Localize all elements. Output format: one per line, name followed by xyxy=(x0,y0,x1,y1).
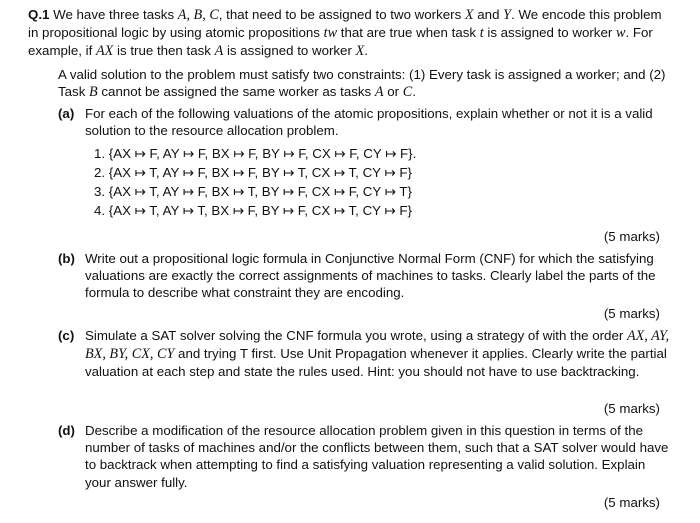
part-c-text-segment: and trying T first. Use Unit Propagation whenever it applies. Clearly write the partial valuation at each step and state the rules used. Hint: you should not have to use backtracking. xyxy=(85,346,667,380)
list-item xyxy=(94,201,416,220)
math-tasks: A, B, C xyxy=(177,7,219,23)
part-c-label: (c) xyxy=(58,328,75,343)
part-c-text xyxy=(85,327,670,381)
intro-text: We have three tasks xyxy=(49,7,178,22)
math-w: w xyxy=(615,25,626,42)
intro-text: , that need to be assigned to two workers xyxy=(218,7,465,22)
math-worker-y: Y xyxy=(503,7,512,23)
list-item xyxy=(94,163,416,182)
intro-text: . We encode this problem in propositional logic by using atomic propositions xyxy=(28,7,662,41)
list-item xyxy=(94,182,416,201)
valuation-number: 3. xyxy=(94,184,106,199)
question-number: Q.1 xyxy=(28,7,50,22)
math-c: C xyxy=(402,84,413,101)
intro-text: that are true when task xyxy=(337,25,480,41)
list-item xyxy=(94,144,416,163)
valuations-list xyxy=(94,144,416,220)
intro-text: . For example, if xyxy=(28,25,653,59)
part-d-label: (d) xyxy=(58,423,75,438)
math-tw: tw xyxy=(323,25,338,42)
math-a: A xyxy=(214,43,224,60)
valuation-text: {AX ↦ T, AY ↦ F, BX ↦ F, BY ↦ T, CX ↦ T, CY ↦ F} xyxy=(108,165,412,180)
valuation-number: 4. xyxy=(94,203,106,218)
valuation-number: 2. xyxy=(94,165,106,180)
question-intro xyxy=(28,6,673,61)
intro-text: is assigned to worker xyxy=(223,43,356,59)
intro-text: is true then task xyxy=(113,43,215,59)
valuation-text: {AX ↦ T, AY ↦ T, BX ↦ F, BY ↦ F, CX ↦ T, CY ↦ F} xyxy=(108,203,412,218)
part-b-label: (b) xyxy=(58,251,75,266)
part-b-text: Write out a propositional logic formula in Conjunctive Normal Form (CNF) for which the satisfying valuations are exactly the correct assignments of machines to tasks. Clearly label the parts of the formula to describe what constraint they are encoding. xyxy=(85,251,656,301)
part-a-text: For each of the following valuations of the atomic propositions, explain whether or not it is a valid solution to the resource allocation problem. xyxy=(85,106,653,139)
intro-text: . xyxy=(364,43,368,59)
math-t: t xyxy=(479,25,484,42)
part-a-label: (a) xyxy=(58,106,75,121)
math-x: X xyxy=(355,43,365,60)
part-a-marks: (5 marks) xyxy=(603,229,660,244)
constraints-text: or xyxy=(383,84,403,100)
math-b: B xyxy=(89,84,98,101)
part-b-marks: (5 marks) xyxy=(603,306,660,321)
valuation-number: 1. xyxy=(94,146,106,161)
math-variable-order: AX, AY, BX, BY, CX, CY xyxy=(85,328,670,363)
part-c-marks: (5 marks) xyxy=(603,401,660,416)
valuation-text: {AX ↦ T, AY ↦ F, BX ↦ T, BY ↦ F, CX ↦ F, CY ↦ T} xyxy=(108,184,412,199)
math-ax: AX xyxy=(96,43,114,60)
intro-text: and xyxy=(473,7,504,22)
constraints-text: . xyxy=(412,84,416,100)
math-worker-x: X xyxy=(464,7,474,23)
intro-text: is assigned to worker xyxy=(483,25,616,41)
valuation-text: {AX ↦ F, AY ↦ F, BX ↦ F, BY ↦ F, CX ↦ F, CY ↦ F}. xyxy=(108,146,417,161)
part-c-text-segment: Simulate a SAT solver solving the CNF formula you wrote, using a strategy of with the order xyxy=(85,328,627,343)
constraints-paragraph xyxy=(58,66,673,101)
part-d-text: Describe a modification of the resource allocation problem given in this question in terms of the number of tasks of machines and/or the conflicts between them, such that a SAT solver would have to backtrack when attempting to find a satisfying valuation representing a valid solution. Explain your answer fully. xyxy=(85,423,669,490)
constraints-text: cannot be assigned the same worker as tasks xyxy=(97,84,375,100)
math-a: A xyxy=(374,84,384,101)
constraints-text: A valid solution to the problem must satisfy two constraints: (1) Every task is assigned a worker; and (2) Task xyxy=(58,67,666,100)
part-d-marks: (5 marks) xyxy=(603,495,660,510)
